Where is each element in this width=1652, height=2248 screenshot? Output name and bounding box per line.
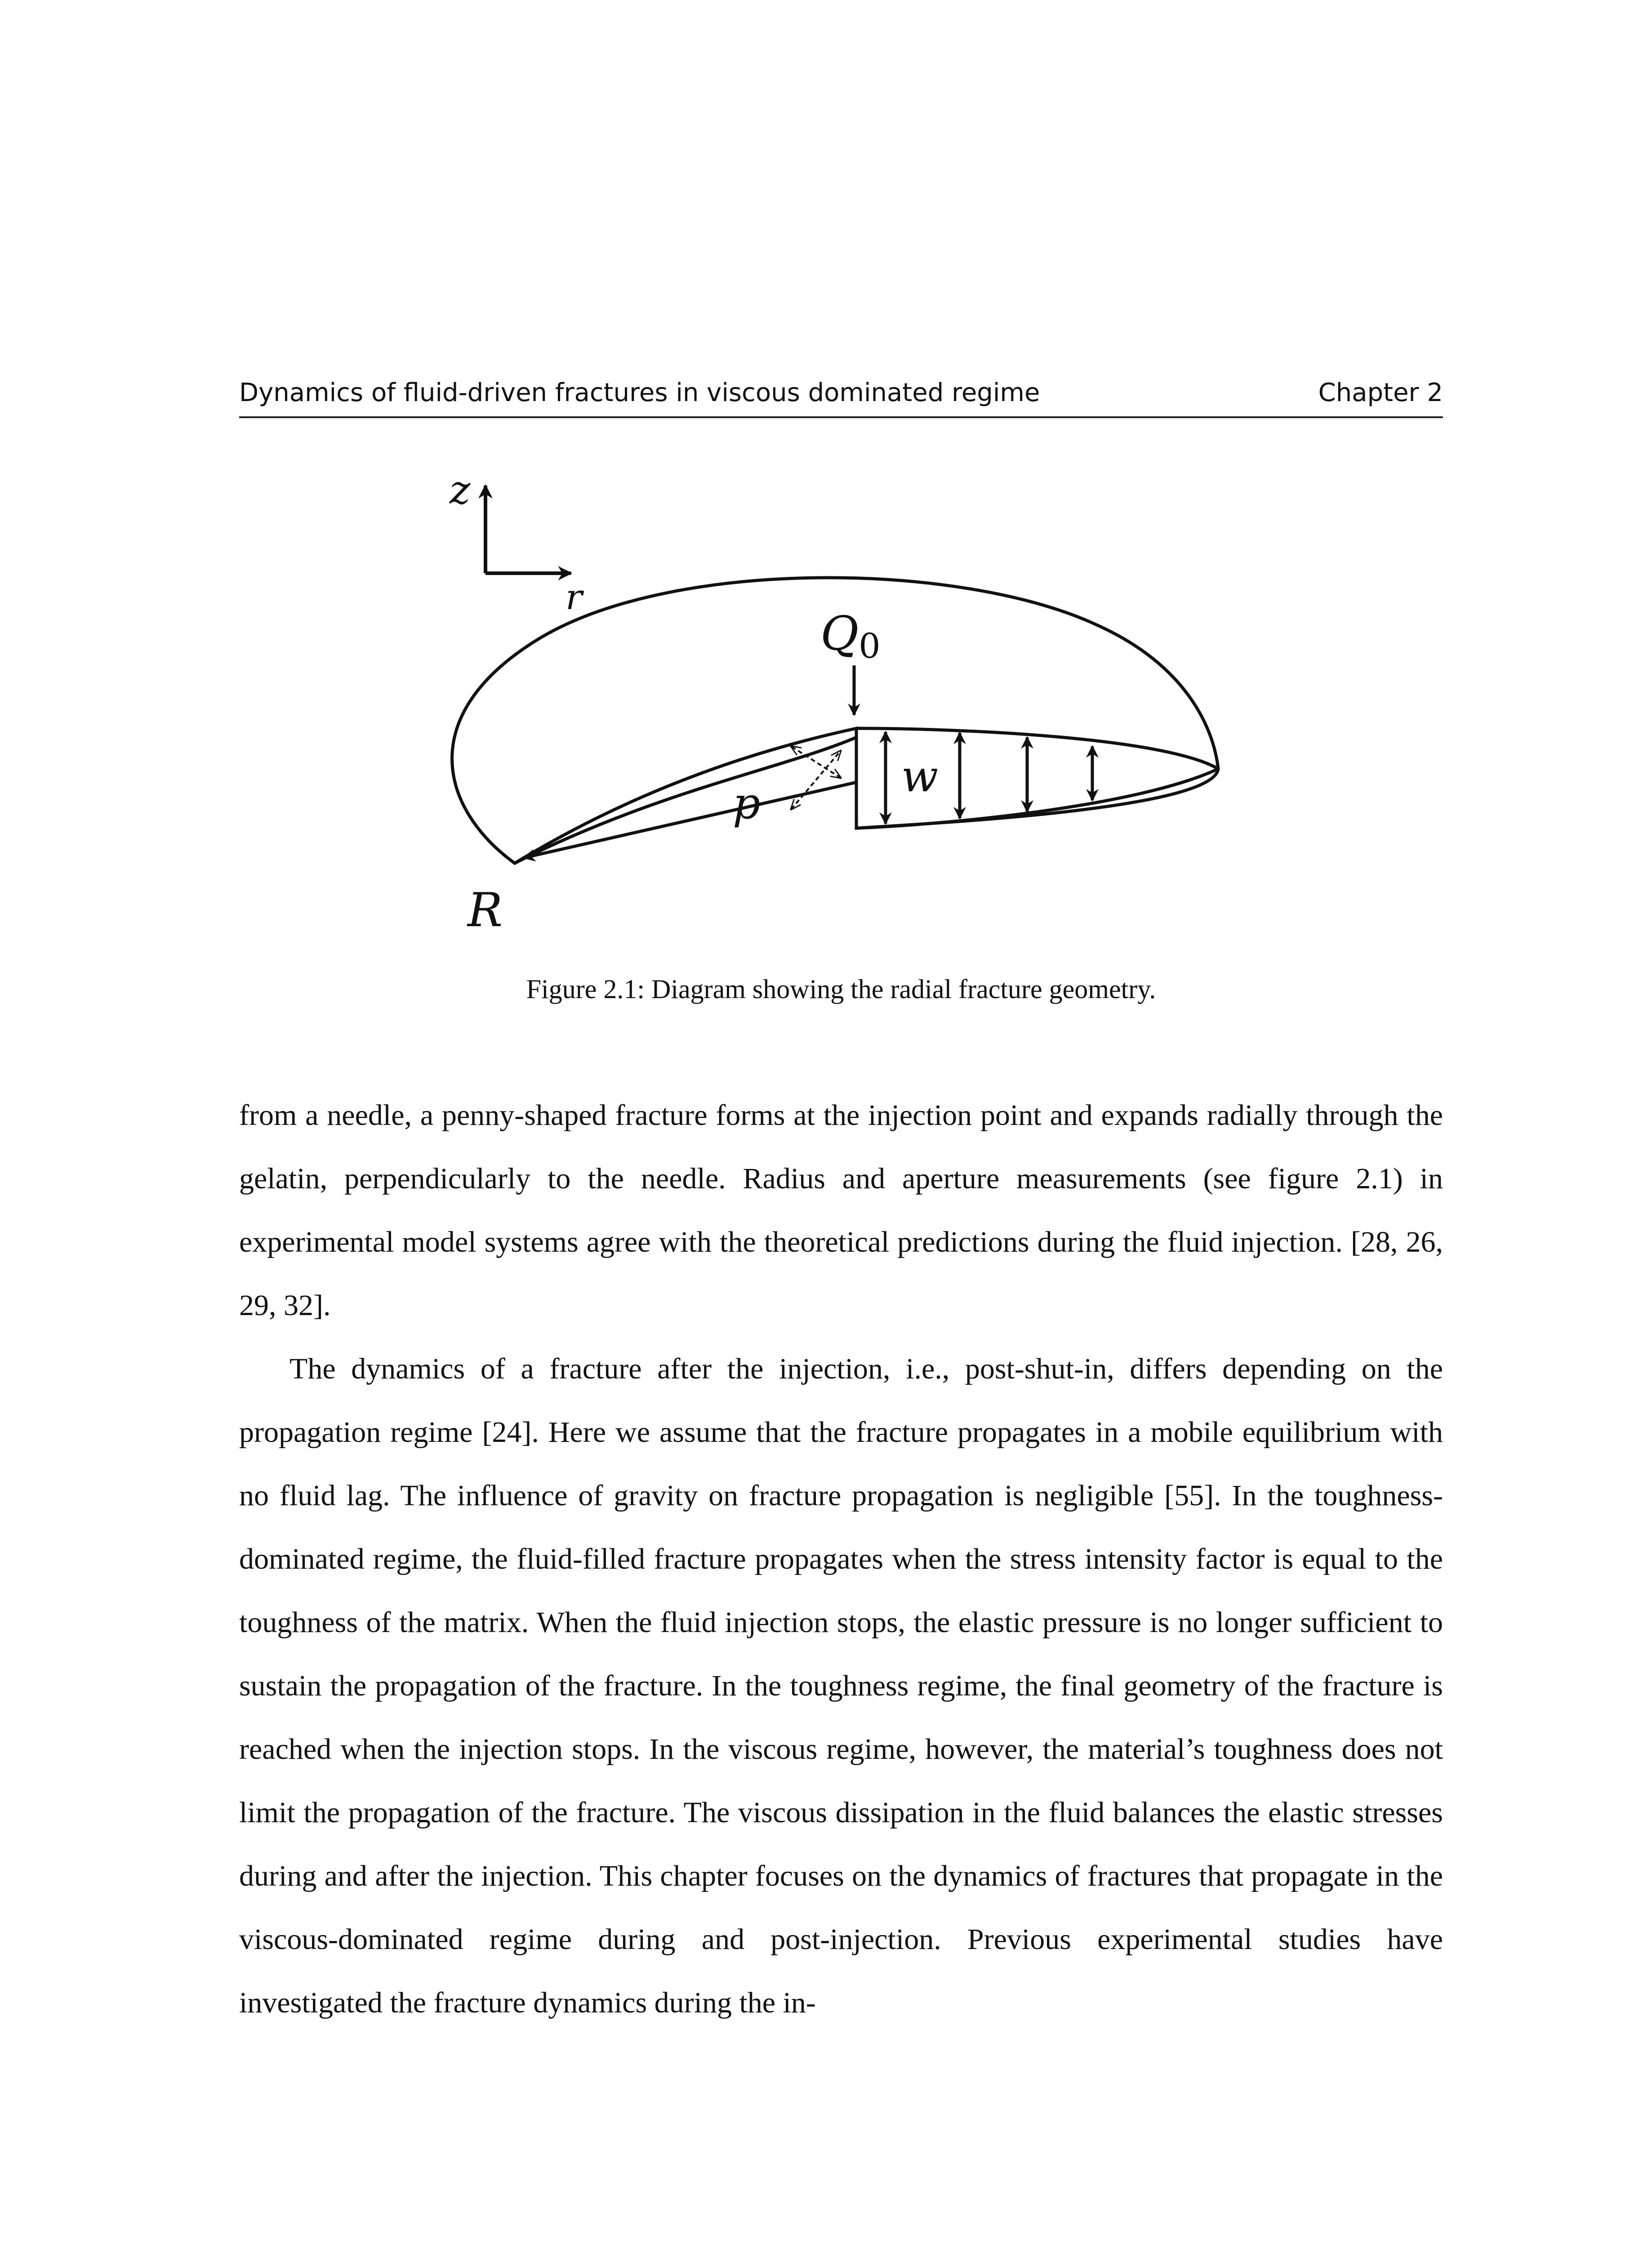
paragraph: from a needle, a penny-shaped fracture forms at the injection point and expands radially through the gelatin, perpendicularly to the needle. Radius and aperture measurements (see figure 2.1) in experimental model systems agree with the theoretical predictions during the fluid injection. [28, 26, 29, 32]. — [239, 1099, 1443, 1322]
flux-label: Q0 — [820, 606, 881, 666]
figure-caption: Figure 2.1: Diagram showing the radial fracture geometry. — [526, 974, 1156, 1004]
z-axis-label: z — [450, 467, 471, 513]
running-header — [239, 373, 1443, 418]
radius-arrow — [524, 782, 856, 858]
running-header-chapter: Chapter 2 — [1318, 378, 1443, 407]
fracture-geometry-diagram — [423, 459, 1259, 953]
paragraph: The dynamics of a fracture after the injection, i.e., post-shut-in, differs depending on the propagation regime [24]. Here we assume that the fracture propagates in a mobile equilibrium with no fluid lag. The influence of gravity on fracture propagation is negligible [55]. In the toughness-dominated regime, the fluid-filled fracture propagates when the stress intensity factor is equal to the toughness of the matrix. When the fluid injection stops, the elastic pressure is no longer sufficient to sustain the propagation of the fracture. In the toughness regime, the final geometry of the fracture is reached when the injection stops. In the viscous regime, however, the material’s toughness does not limit the propagation of the fracture. The viscous dissipation in the fluid balances the elastic stresses during and after the injection. This chapter focuses on the dynamics of fractures that propagate in the viscous-dominated regime during and post-injection. Previous experimental studies have investigated the fracture dynamics during the in- — [239, 1352, 1443, 2019]
body-text — [239, 1084, 1443, 2034]
radius-label: R — [468, 883, 503, 937]
coordinate-axes — [485, 486, 571, 573]
fracture-geometry-figure — [423, 459, 1259, 953]
pressure-arrows — [791, 746, 841, 809]
pressure-label: p — [733, 778, 761, 829]
r-axis-label: r — [566, 577, 583, 618]
running-header-title: Dynamics of fluid-driven fractures in viscous dominated regime — [239, 378, 1040, 407]
aperture-label: w — [901, 751, 939, 802]
